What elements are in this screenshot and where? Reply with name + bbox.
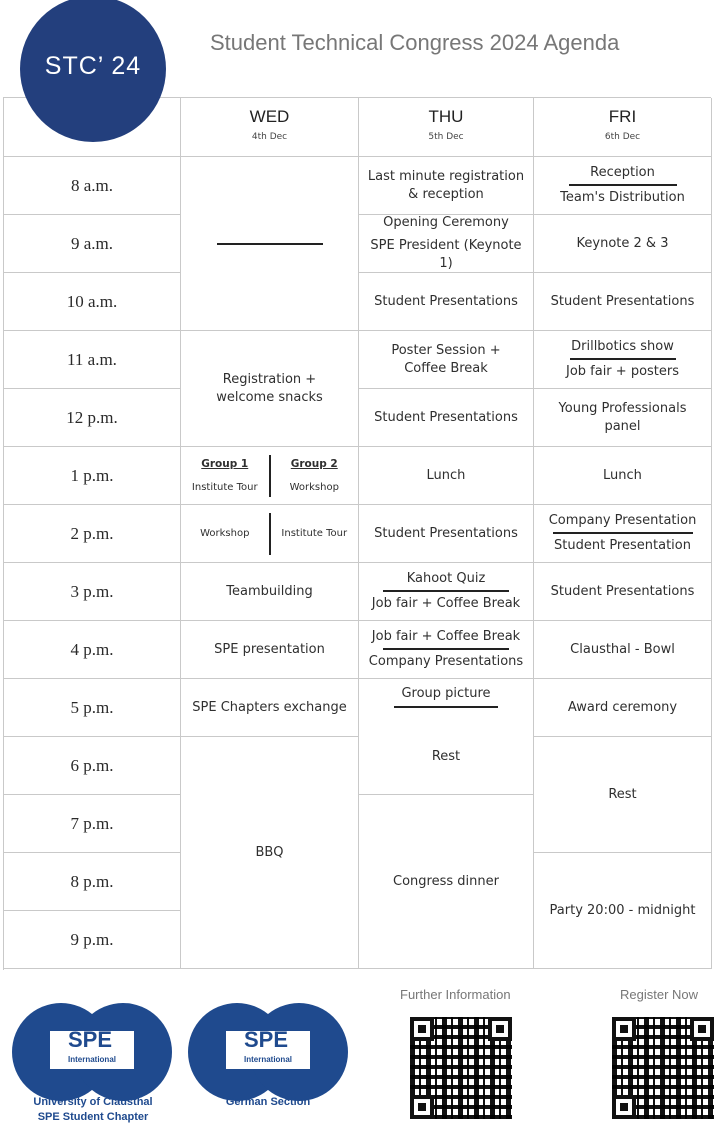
chapter-caption: [14, 1095, 172, 1125]
group-1-slot: [181, 525, 269, 543]
event-text: Company Presentations: [368, 654, 524, 669]
spe-mark-text: SPE: [243, 1027, 289, 1052]
fri-party: Party 20:00 - midnight: [534, 853, 712, 969]
wed-groups-1pm: [181, 447, 359, 505]
day-header-fri: [534, 98, 712, 157]
time-label: 10 a.m.: [4, 273, 181, 331]
wed-spe-presentation: SPE presentation: [181, 621, 359, 679]
day-header-thu: [359, 98, 534, 157]
event-text: Institute Tour: [281, 527, 348, 539]
spe-mark: [50, 1027, 134, 1069]
group-1-label: Group 1: [201, 457, 249, 470]
fri-rest: Rest: [534, 737, 712, 853]
wed-registration: [181, 331, 359, 447]
thu-opening: [359, 215, 534, 273]
day-header-wed: [181, 98, 359, 157]
divider-line: [394, 706, 498, 708]
event-text: Young Professionals panel: [558, 400, 687, 434]
qr-finder: [410, 1017, 434, 1041]
thu-presentations-10: Student Presentations: [359, 273, 534, 331]
event-text: Job fair + Coffee Break: [371, 629, 521, 644]
spe-chapter-logo: [12, 1003, 172, 1101]
divider-line: [383, 590, 509, 592]
time-label: 1 p.m.: [4, 447, 181, 505]
qr-finder: [488, 1017, 512, 1041]
fri-award-ceremony: Award ceremony: [534, 679, 712, 737]
spe-mark-sub: International: [243, 1055, 292, 1064]
group-2-label: Group 2: [290, 457, 338, 470]
divider-line: [569, 184, 677, 186]
thu-poster-session: [359, 331, 534, 389]
wed-chapters-exchange: SPE Chapters exchange: [181, 679, 359, 737]
qr-finder: [690, 1017, 714, 1041]
spe-mark-text: SPE: [67, 1027, 113, 1052]
time-label: 2 p.m.: [4, 505, 181, 563]
event-text: Registration + welcome snacks: [216, 371, 323, 405]
event-text: Institute Tour: [191, 481, 258, 493]
group-2-slot: [271, 455, 359, 497]
event-text: Opening Ceremony: [383, 215, 509, 230]
fri-company: [534, 505, 712, 563]
time-label: 11 a.m.: [4, 331, 181, 389]
divider-line: [383, 648, 509, 650]
fri-yp-panel: [534, 389, 712, 447]
stc-logo-badge: [20, 0, 166, 142]
qr-finder: [612, 1095, 636, 1119]
thu-congress-dinner: Congress dinner: [359, 795, 534, 969]
logo-text: STC’ 24: [44, 51, 142, 80]
thu-registration: [359, 157, 534, 215]
day-date: 4th Dec: [251, 132, 288, 142]
thu-lunch: Lunch: [359, 447, 534, 505]
time-label: 5 p.m.: [4, 679, 181, 737]
agenda-table: [3, 97, 711, 970]
qr-code-further-info[interactable]: [410, 1017, 512, 1119]
day-name: THU: [428, 107, 464, 126]
divider-line: [553, 532, 693, 534]
fri-reception: [534, 157, 712, 215]
footer: [0, 975, 720, 1130]
time-label: 7 p.m.: [4, 795, 181, 853]
fri-presentations-3: Student Presentations: [534, 563, 712, 621]
qr-finder: [612, 1017, 636, 1041]
qr-code-register[interactable]: [612, 1017, 714, 1119]
day-date: 6th Dec: [604, 132, 641, 142]
day-name: FRI: [608, 107, 637, 126]
caption-line: SPE Student Chapter: [37, 1111, 149, 1123]
qr-finder: [410, 1095, 434, 1119]
time-label: 9 p.m.: [4, 911, 181, 969]
divider-line: [570, 358, 676, 360]
event-text: Drillbotics show: [571, 339, 674, 354]
group-1-slot: [181, 455, 269, 497]
event-text: Reception: [590, 165, 655, 180]
event-text: Poster Session + Coffee Break: [391, 342, 501, 376]
time-label: 8 a.m.: [4, 157, 181, 215]
time-label: 4 p.m.: [4, 621, 181, 679]
thu-group-picture-rest: [359, 679, 534, 795]
fri-clausthal-bowl: Clausthal - Bowl: [534, 621, 712, 679]
time-label: 6 p.m.: [4, 737, 181, 795]
caption-line: University of Clausthal: [33, 1096, 153, 1108]
thu-jobfair-4: [359, 621, 534, 679]
event-text: Group picture: [401, 686, 491, 701]
event-text: Last minute registration & reception: [367, 168, 525, 202]
event-text: Kahoot Quiz: [406, 571, 486, 586]
german-section-caption: German Section: [225, 1096, 311, 1108]
fri-keynote: Keynote 2 & 3: [534, 215, 712, 273]
wed-groups-2pm: [181, 505, 359, 563]
event-text: Student Presentation: [554, 538, 691, 553]
divider-line: [217, 243, 323, 245]
event-text: Workshop: [289, 481, 339, 493]
fri-drillbotics: [534, 331, 712, 389]
day-name: WED: [249, 107, 290, 126]
spe-mark-sub: International: [67, 1055, 116, 1064]
qr-further-info-label: Further Information: [400, 987, 511, 1002]
time-label: 8 p.m.: [4, 853, 181, 911]
day-date: 5th Dec: [428, 132, 464, 142]
wed-bbq: BBQ: [181, 737, 359, 969]
thu-presentations-12: Student Presentations: [359, 389, 534, 447]
qr-register-label: Register Now: [620, 987, 699, 1002]
wed-morning-blank: [181, 157, 359, 331]
event-text: Job fair + Coffee Break: [371, 596, 521, 611]
event-text: Company Presentation: [548, 513, 697, 528]
thu-presentations-2: Student Presentations: [359, 505, 534, 563]
time-label: 12 p.m.: [4, 389, 181, 447]
spe-mark: [226, 1027, 310, 1069]
thu-kahoot: [359, 563, 534, 621]
event-text: Team's Distribution: [560, 190, 685, 205]
event-text: Workshop: [200, 527, 250, 539]
event-text: SPE President (Keynote 1): [370, 238, 522, 271]
fri-presentations-10: Student Presentations: [534, 273, 712, 331]
wed-teambuilding: Teambuilding: [181, 563, 359, 621]
page-title: Student Technical Congress 2024 Agenda: [210, 30, 620, 55]
time-label: 3 p.m.: [4, 563, 181, 621]
spe-german-section-logo: [188, 1003, 348, 1101]
fri-lunch: Lunch: [534, 447, 712, 505]
group-2-slot: [271, 525, 359, 543]
time-label: 9 a.m.: [4, 215, 181, 273]
event-text: Rest: [431, 749, 461, 764]
event-text: Job fair + posters: [565, 364, 680, 379]
